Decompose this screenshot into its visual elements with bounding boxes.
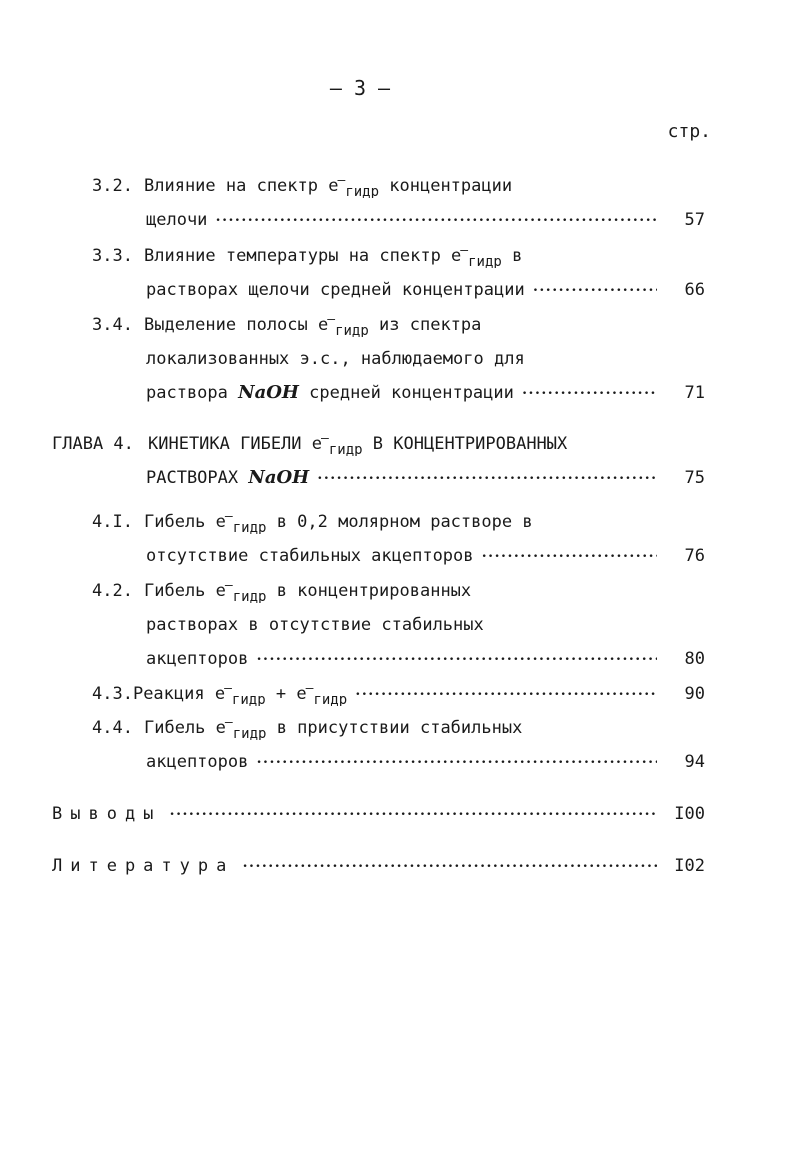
entry-title-cont: раствора NaOH средней концентрации [146,382,514,403]
symbol-charge: – [224,510,233,524]
entry-number: 4.2. [92,581,133,601]
hydrated-electron-symbol [451,246,502,266]
entry-page: I02 [674,856,705,876]
toc-entry-3-3 [92,244,705,268]
entry-page: 76 [684,546,705,566]
symbol-subscript: гидр [328,442,363,456]
hydrated-electron-symbol [216,718,267,738]
hydrated-electron-symbol [296,684,347,704]
entry-title-cont: отсутствие стабильных акцепторов [146,546,474,566]
toc-entry-3-2 [92,174,705,198]
entry-page: 75 [684,468,705,488]
hydrated-electron-symbol [312,434,363,454]
toc-literature [52,854,705,878]
leader-dots [522,381,657,405]
symbol-subscript: гидр [232,520,267,534]
hydrated-electron-symbol [215,684,266,704]
leader-dots [215,208,657,232]
symbol-base: e [451,246,462,266]
symbol-base: e [296,684,307,704]
entry-title: Реакция $e^-_{гидр} + e^-_{гидр}$ [132,682,348,706]
symbol-base: e [215,512,226,532]
entry-title-cont: щелочи [146,210,208,230]
symbol-base: e [215,718,226,738]
toc-entry-3-2-cont [146,208,705,232]
hydrated-electron-symbol [216,512,267,532]
symbol-charge: – [305,682,314,696]
leader-dots [242,854,657,878]
symbol-base: e [311,434,323,454]
leader-dots [355,682,657,706]
conclusions-title: Выводы [52,804,162,824]
entry-page: 66 [684,280,705,300]
entry-title: Влияние температуры на спектр $e^-_{гидр}$ в [144,244,523,268]
toc-entry-4-2 [92,579,705,603]
toc-entry-4-1 [92,510,705,534]
symbol-subscript: гидр [468,254,502,268]
entry-number: 4.4. [92,718,133,738]
toc-entry-3-3-cont [146,278,705,302]
symbol-charge: – [460,244,469,258]
entry-title-cont: акцепторов [146,649,249,669]
leader-dots [482,544,657,568]
hydrated-electron-symbol [216,581,267,601]
naoh-formula: NaOH [238,382,299,403]
entry-title: Выделение полосы $e^-_{гидр}$ из спектра [144,313,482,337]
symbol-charge: – [327,313,336,327]
symbol-charge: – [224,716,233,730]
toc-entry-4-4-cont [146,750,705,774]
chapter-number: ГЛАВА 4. [52,434,134,454]
toc-entry-4-2-cont2 [146,647,705,671]
hydrated-electron-symbol [318,315,369,335]
entry-number: 3.2. [92,176,133,196]
entry-title-cont: акцепторов [146,752,249,772]
entry-number: 4.I. [92,512,133,532]
symbol-charge: – [337,174,346,188]
symbol-subscript: гидр [231,692,266,706]
toc-chapter-4 [52,432,705,456]
entry-title-cont: локализованных э.с., наблюдаемого для [146,349,525,369]
entry-page: I00 [674,804,705,824]
entry-title: Гибель $e^-_{гидр}$ в концентрированных [144,579,472,603]
literature-title: Литература [52,856,235,876]
symbol-charge: – [224,682,232,696]
chapter-title-cont: РАСТВОРАХ NaOH [146,467,310,488]
entry-page: 71 [684,383,705,403]
symbol-charge: – [224,579,233,593]
toc-conclusions [52,802,705,826]
symbol-subscript: гидр [232,589,267,603]
entry-title: Гибель $e^-_{гидр}$ в присутствии стабильных [144,716,523,740]
entry-title: Гибель $e^-_{гидр}$ в 0,2 молярном растворе в [144,510,533,534]
hydrated-electron-symbol [328,176,379,196]
entry-number: 3.4. [92,315,133,335]
chapter-title: КИНЕТИКА ГИБЕЛИ $e^-_{гидр}$ В КОНЦЕНТРИРОВАННЫХ [148,432,568,456]
toc-entry-4-2-cont [146,613,705,637]
entry-title-cont: растворах щелочи средней концентрации [146,280,525,300]
page-header: стр. [667,121,711,142]
toc-entry-3-4-cont2 [146,381,705,405]
symbol-base: e [214,684,226,704]
naoh-formula: NaOH [248,467,310,488]
entry-page: 57 [684,210,705,230]
entry-page: 94 [684,752,705,772]
toc-entry-4-4 [92,716,705,740]
entry-number: 4.3. [92,684,133,704]
toc-entry-3-4 [92,313,705,337]
entry-page: 90 [684,684,705,704]
leader-dots [533,278,657,302]
leader-dots [317,466,657,490]
symbol-subscript: гидр [335,323,369,337]
symbol-subscript: гидр [313,692,348,706]
symbol-charge: – [321,432,329,446]
toc-entry-4-1-cont [146,544,705,568]
entry-number: 3.3. [92,246,133,266]
symbol-base: e [328,176,339,196]
leader-dots [256,647,657,671]
entry-title-cont: растворах в отсутствие стабильных [146,615,484,635]
leader-dots [169,802,657,826]
toc-entry-4-3 [92,682,705,706]
entry-page: 80 [684,649,705,669]
symbol-base: e [215,581,226,601]
symbol-subscript: гидр [232,726,267,740]
toc-entry-3-4-cont [146,347,705,371]
page-number: – 3 – [329,76,391,100]
symbol-subscript: гидр [345,184,380,198]
toc-chapter-4-cont [146,466,705,490]
entry-title: Влияние на спектр $e^-_{гидр}$ концентрации [144,174,513,198]
symbol-base: e [318,315,329,335]
leader-dots [256,750,657,774]
